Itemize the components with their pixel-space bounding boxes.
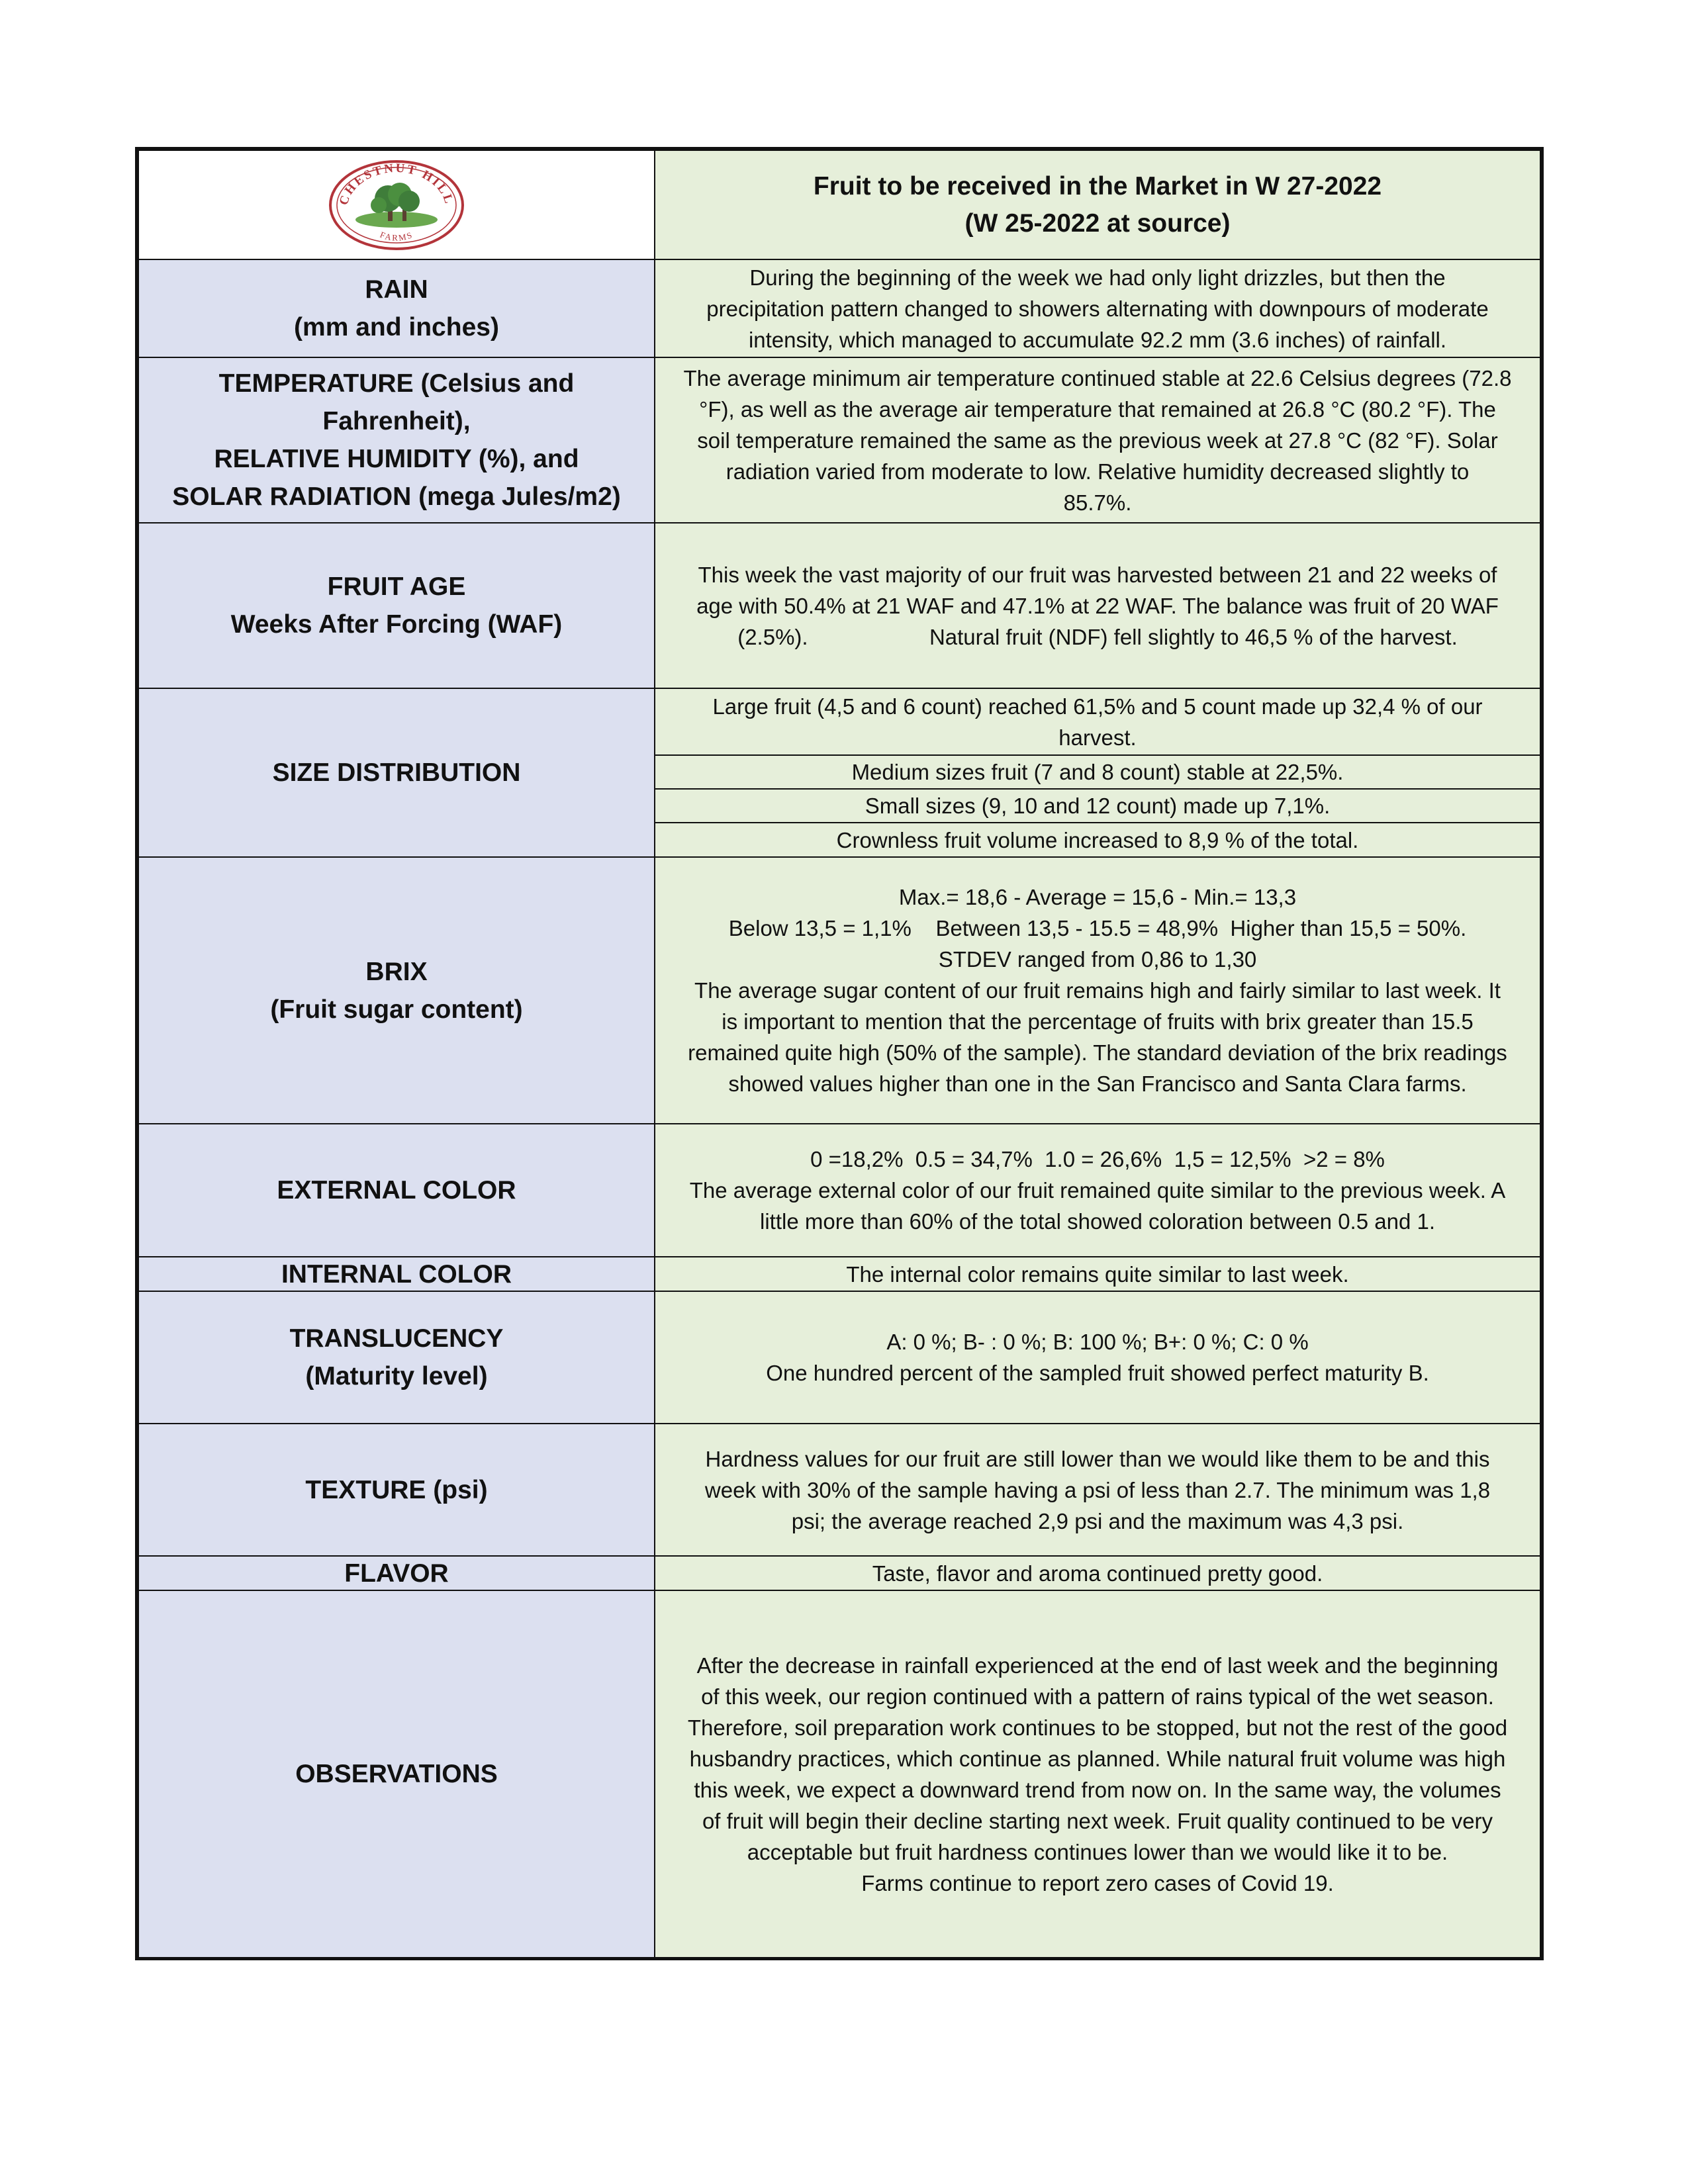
text-line: (2.5%). Natural fruit (NDF) fell slightly to 46,5 % of the harvest. [737,624,1458,649]
text-line: soil temperature remained the same as the previous week at 27.8 °C (82 °F). Solar [697,428,1498,453]
text-line: 0 =18,2% 0.5 = 34,7% 1.0 = 26,6% 1,5 = 12,5% >2 = 8% [810,1147,1385,1171]
size-crownless [655,823,1540,856]
text-line: 85.7%. [1063,490,1132,515]
fruit-age-label-line-2: Weeks After Forcing (WAF) [230,610,563,639]
text-line: The internal color remains quite similar to last week. [846,1261,1349,1287]
brix-label [139,858,655,1124]
text-line: Large fruit (4,5 and 6 count) reached 61,5% and 5 count made up 32,4 % of our [712,694,1483,719]
internal-color-text [655,1257,1540,1292]
text-line: Below 13,5 = 1,1% Between 13,5 - 15.5 = 48,9% Higher than 15,5 = 50%. [728,916,1467,940]
text-line: this week, we expect a downward trend from now on. In the same way, the volumes [694,1777,1501,1802]
brix-label-line-2: (Fruit sugar content) [270,995,523,1024]
chestnut-hill-farms-logo [327,159,466,251]
text-line: of this week, our region continued with a pattern of rains typical of the wet season. [701,1684,1494,1709]
text-line: Max.= 18,6 - Average = 15,6 - Min.= 13,3 [898,885,1297,909]
report-title [655,151,1540,260]
rain-label [139,260,655,358]
observations-text [655,1591,1540,1957]
observations-label-text: OBSERVATIONS [295,1760,498,1788]
rain-text [655,260,1540,358]
text-line: harvest. [1058,725,1137,750]
text-line: radiation varied from moderate to low. Relative humidity decreased slightly to [726,459,1470,484]
rain-label-line-1: RAIN [365,275,428,304]
text-line: is important to mention that the percentage of fruits with brix greater than 15.5 [722,1009,1474,1034]
rain-label-line-2: (mm and inches) [294,313,499,341]
fruit-age-label [139,523,655,689]
size-small [655,790,1540,823]
fruit-age-label-line-1: FRUIT AGE [327,572,466,601]
text-line: Taste, flavor and aroma continued pretty good. [872,1561,1323,1586]
text-line: acceptable but fruit hardness continues lower than we would like it to be. [747,1839,1448,1864]
external-color-label-text: EXTERNAL COLOR [277,1176,516,1205]
text-line: One hundred percent of the sampled fruit showed perfect maturity B. [766,1361,1429,1385]
text-line: age with 50.4% at 21 WAF and 47.1% at 22 WAF. The balance was fruit of 20 WAF [696,593,1499,618]
logo-top-text: CHESTNUT HILL [336,161,457,207]
text-line: intensity, which managed to accumulate 92.2 mm (3.6 inches) of rainfall. [748,327,1447,352]
texture-text [655,1424,1540,1557]
text-line: The average sugar content of our fruit remains high and fairly similar to last week. It [694,978,1501,1003]
translucency-label-line-1: TRANSLUCENCY [289,1324,504,1353]
temperature-label-line-2: RELATIVE HUMIDITY (%), and [214,445,579,473]
text-line: °F), as well as the average air temperature that remained at 26.8 °C (80.2 °F). The [699,396,1496,422]
text-line: precipitation pattern changed to showers alternating with downpours of moderate [706,296,1489,321]
temperature-label-line-3: SOLAR RADIATION (mega Jules/m2) [172,482,621,511]
flavor-label [139,1557,655,1591]
text-line: The average minimum air temperature continued stable at 22.6 Celsius degrees (72.8 [683,365,1512,390]
size-distribution-label [139,689,655,858]
text-line: of fruit will begin their decline starting next week. Fruit quality continued to be very [702,1808,1493,1833]
text-line: week with 30% of the sample having a psi of less than 2.7. The minimum was 1,8 [704,1477,1491,1502]
text-line: showed values higher than one in the San Francisco and Santa Clara farms. [728,1071,1467,1096]
translucency-label-line-2: (Maturity level) [305,1362,488,1390]
brix-text [655,858,1540,1124]
temperature-text [655,358,1540,523]
translucency-label [139,1292,655,1424]
text-line: Crownless fruit volume increased to 8,9 % of the total. [836,827,1359,852]
title-line-2: (W 25-2022 at source) [964,208,1231,238]
text-line: Small sizes (9, 10 and 12 count) made up 7,1%. [865,794,1331,818]
text-line: The average external color of our fruit remained quite similar to the previous week. A [689,1178,1506,1203]
external-color-text [655,1124,1540,1257]
size-distribution-label-text: SIZE DISTRIBUTION [272,758,521,787]
title-line-1: Fruit to be received in the Market in W 27-2022 [813,171,1382,201]
text-line: Farms continue to report zero cases of Covid 19. [861,1870,1334,1895]
flavor-text [655,1557,1540,1591]
size-medium [655,756,1540,790]
fruit-age-text [655,523,1540,689]
text-line: During the beginning of the week we had only light drizzles, but then the [749,265,1446,290]
text-line: This week the vast majority of our fruit was harvested between 21 and 22 weeks of [698,562,1497,587]
brix-label-line-1: BRIX [365,957,428,986]
external-color-label [139,1124,655,1257]
internal-color-label [139,1257,655,1292]
internal-color-label-text: INTERNAL COLOR [281,1259,512,1289]
size-large [655,689,1540,756]
text-line: Therefore, soil preparation work continues to be stopped, but not the rest of the good [687,1715,1508,1740]
quality-report-table [135,147,1544,1960]
text-line: psi; the average reached 2,9 psi and the maximum was 4,3 psi. [791,1508,1404,1533]
translucency-text [655,1292,1540,1424]
text-line: remained quite high (50% of the sample). The standard deviation of the brix readings [688,1040,1507,1065]
text-line: A: 0 %; B- : 0 %; B: 100 %; B+: 0 %; C: 0 % [886,1330,1309,1354]
text-line: After the decrease in rainfall experienced at the end of last week and the beginning [696,1653,1499,1678]
text-line: husbandry practices, which continue as planned. While natural fruit volume was high [689,1746,1506,1771]
observations-label [139,1591,655,1957]
logo-cell [139,151,655,260]
temperature-label-line-1: TEMPERATURE (Celsius and Fahrenheit), [218,369,575,435]
logo-bottom-text: FARMS [378,229,415,243]
text-line: STDEV ranged from 0,86 to 1,30 [938,947,1257,972]
text-line: Medium sizes fruit (7 and 8 count) stable at 22,5%. [851,760,1344,784]
texture-label [139,1424,655,1557]
temperature-label [139,358,655,523]
text-line: Hardness values for our fruit are still lower than we would like them to be and this [705,1446,1490,1471]
text-line: little more than 60% of the total showed coloration between 0.5 and 1. [760,1209,1435,1234]
texture-label-text: TEXTURE (psi) [305,1475,488,1504]
size-distribution-cell [655,689,1540,858]
flavor-label-text: FLAVOR [344,1559,449,1588]
